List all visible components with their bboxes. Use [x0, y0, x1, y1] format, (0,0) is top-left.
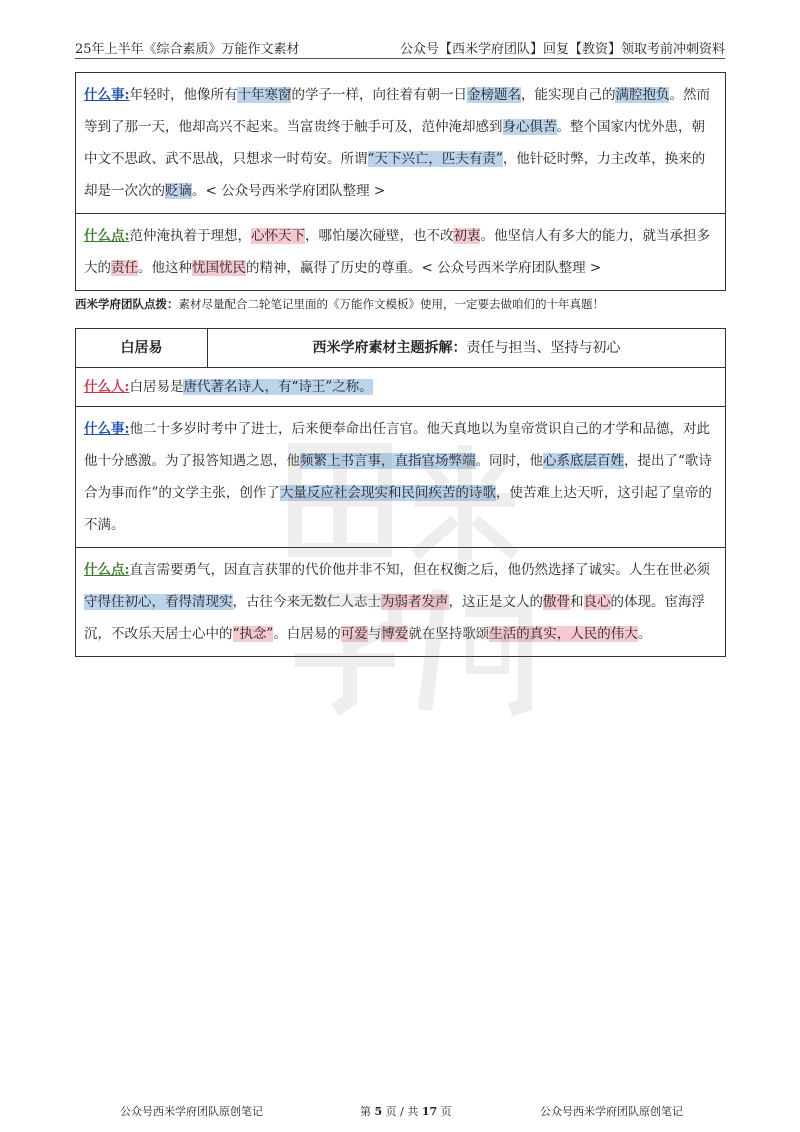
tip-label: 西米学府团队点拨： — [75, 297, 179, 311]
highlight-text: 忧国忧民 — [192, 260, 246, 276]
highlight-text: 责任 — [111, 260, 138, 276]
bai-theme-cell — [208, 329, 726, 368]
text-run: 。同时，他 — [475, 453, 543, 469]
bai-theme-label: 西米学府素材主题拆解： — [312, 340, 467, 356]
text-run: 的精神，赢得了历史的尊重。< 公众号西米学府团队整理 > — [246, 260, 602, 276]
footer-page-number: 第 5 页 / 共 17 页 — [360, 1105, 452, 1118]
footer-left: 公众号西米学府团队原创笔记 — [120, 1105, 263, 1118]
text-run: 年轻时，他像所有 — [129, 87, 238, 103]
text-run: 。 — [637, 626, 652, 642]
highlight-text: 频繁上书言事，直指官场弊端 — [300, 453, 476, 469]
fan-point-label: 什么点: — [84, 228, 130, 244]
tip-text: 素材尽量配合二轮笔记里面的《万能作文模板》使用，一定要去做咱们的十年真题！ — [178, 297, 604, 311]
bai-point-cell — [76, 548, 726, 657]
text-run: ，他针砭时弊，力主改革，换来的却是一次次的 — [84, 151, 706, 199]
bai-who-cell — [76, 368, 726, 407]
text-run: 的体现。宦海浮沉，不改乐天居士心中的 — [84, 594, 705, 642]
text-run: 。他这种 — [138, 260, 192, 276]
bai-name-cell — [76, 329, 208, 368]
highlight-text: 贬谪 — [165, 183, 192, 199]
highlight-text: 满腔抱负 — [615, 87, 670, 103]
text-run: 。< 公众号西米学府团队整理 > — [192, 183, 386, 199]
bai-what-text — [84, 421, 712, 533]
highlight-text: 心系底层百姓 — [543, 453, 624, 469]
highlight-text: 为弱者发声 — [381, 594, 449, 610]
text-run: 他二十多岁时考中了进士，后来便奉命出任言官。他天真地以为皇帝赏识自己的才学和品德，对此他十分感激。为了报答知遇之恩，他 — [84, 421, 710, 469]
fan-what-label: 什么事: — [84, 87, 130, 103]
text-run: ，能实现自己的 — [520, 87, 616, 103]
text-run: 。然而等到了那一天，他却高兴不起来。当富贵终于触手可及，范仲淹却感到 — [84, 87, 710, 135]
fan-zhongyan-table — [75, 72, 726, 291]
highlight-text: 可爱 — [340, 626, 368, 642]
text-run: 与 — [367, 626, 382, 642]
text-run: 和 — [570, 594, 584, 610]
team-tip — [75, 296, 604, 312]
fan-point-cell — [76, 214, 726, 291]
text-run: ，哪怕屡次碰壁，也不改 — [304, 228, 454, 244]
highlight-text: 身心俱苦 — [502, 119, 557, 135]
page-header — [75, 34, 725, 59]
bai-theme: 责任与担当、坚持与初心 — [466, 340, 621, 356]
text-run: ，使苦难上达天听，这引起了皇帝的不满。 — [84, 485, 712, 533]
highlight-text: 心怀天下 — [250, 228, 305, 244]
fan-what-cell — [76, 73, 726, 214]
fan-point-text — [84, 228, 710, 276]
current-page: 5 — [374, 1105, 383, 1118]
text-run: 白居易是 — [129, 379, 184, 395]
bai-who-text — [129, 379, 372, 395]
text-run: 。整个国家内忧外患，朝中文不思政、武不思战，只想求一时苟安。所谓 — [84, 119, 705, 167]
highlight-text: 唐代著名诗人，有“诗王”之称。 — [183, 379, 373, 395]
fan-what-text — [84, 87, 710, 199]
text-run: 。他坚信人有多大的能力，就当承担多大的 — [84, 228, 710, 276]
text-run: ，这正是文人的 — [448, 594, 543, 610]
text-run: 。白居易的 — [273, 626, 341, 642]
highlight-text: 傲骨 — [543, 594, 570, 610]
header-title: 25年上半年《综合素质》万能作文素材 — [75, 42, 300, 57]
highlight-text: “天下兴亡，匹夫有责” — [367, 151, 503, 167]
bai-name: 白居易 — [120, 340, 163, 356]
text-run: 直言需要勇气，因直言获罪的代价他并非不知，但在权衡之后，他仍然选择了诚实。人生在世必须 — [129, 562, 710, 578]
header-promo: 公众号【西米学府团队】回复【教资】领取考前冲刺资料 — [399, 42, 725, 57]
highlight-text: 大量反应社会现实和民间疾苦的诗歌 — [279, 485, 496, 501]
bai-what-label: 什么事: — [84, 421, 130, 437]
highlight-text: 生活的真实，人民的伟大 — [489, 626, 638, 642]
text-run: 范仲淹执着于理想， — [129, 228, 251, 244]
text-run: 就在坚持歌颂 — [408, 626, 490, 642]
bai-juyi-table — [75, 328, 726, 657]
text-run: ，提出了“歌诗合为事而作”的文学主张，创作了 — [84, 453, 712, 501]
highlight-text: “执念” — [232, 626, 274, 642]
bai-point-label: 什么点: — [84, 562, 130, 578]
text-run: 的学子一样，向往着有朝一日 — [291, 87, 467, 103]
highlight-text: 良心 — [583, 594, 611, 610]
highlight-text: 守得住初心，看得清现实 — [84, 594, 233, 610]
bai-what-cell — [76, 407, 726, 548]
bai-who-label: 什么人: — [84, 379, 130, 395]
bai-point-text — [84, 562, 710, 642]
text-run: ，古往今来无数仁人志士 — [232, 594, 381, 610]
footer-right: 公众号西米学府团队原创笔记 — [540, 1105, 683, 1118]
highlight-text: 十年寒窗 — [237, 87, 292, 103]
total-pages: 17 — [421, 1105, 438, 1118]
highlight-text: 博爱 — [381, 626, 409, 642]
highlight-text: 金榜题名 — [466, 87, 521, 103]
highlight-text: 初衷 — [453, 228, 481, 244]
